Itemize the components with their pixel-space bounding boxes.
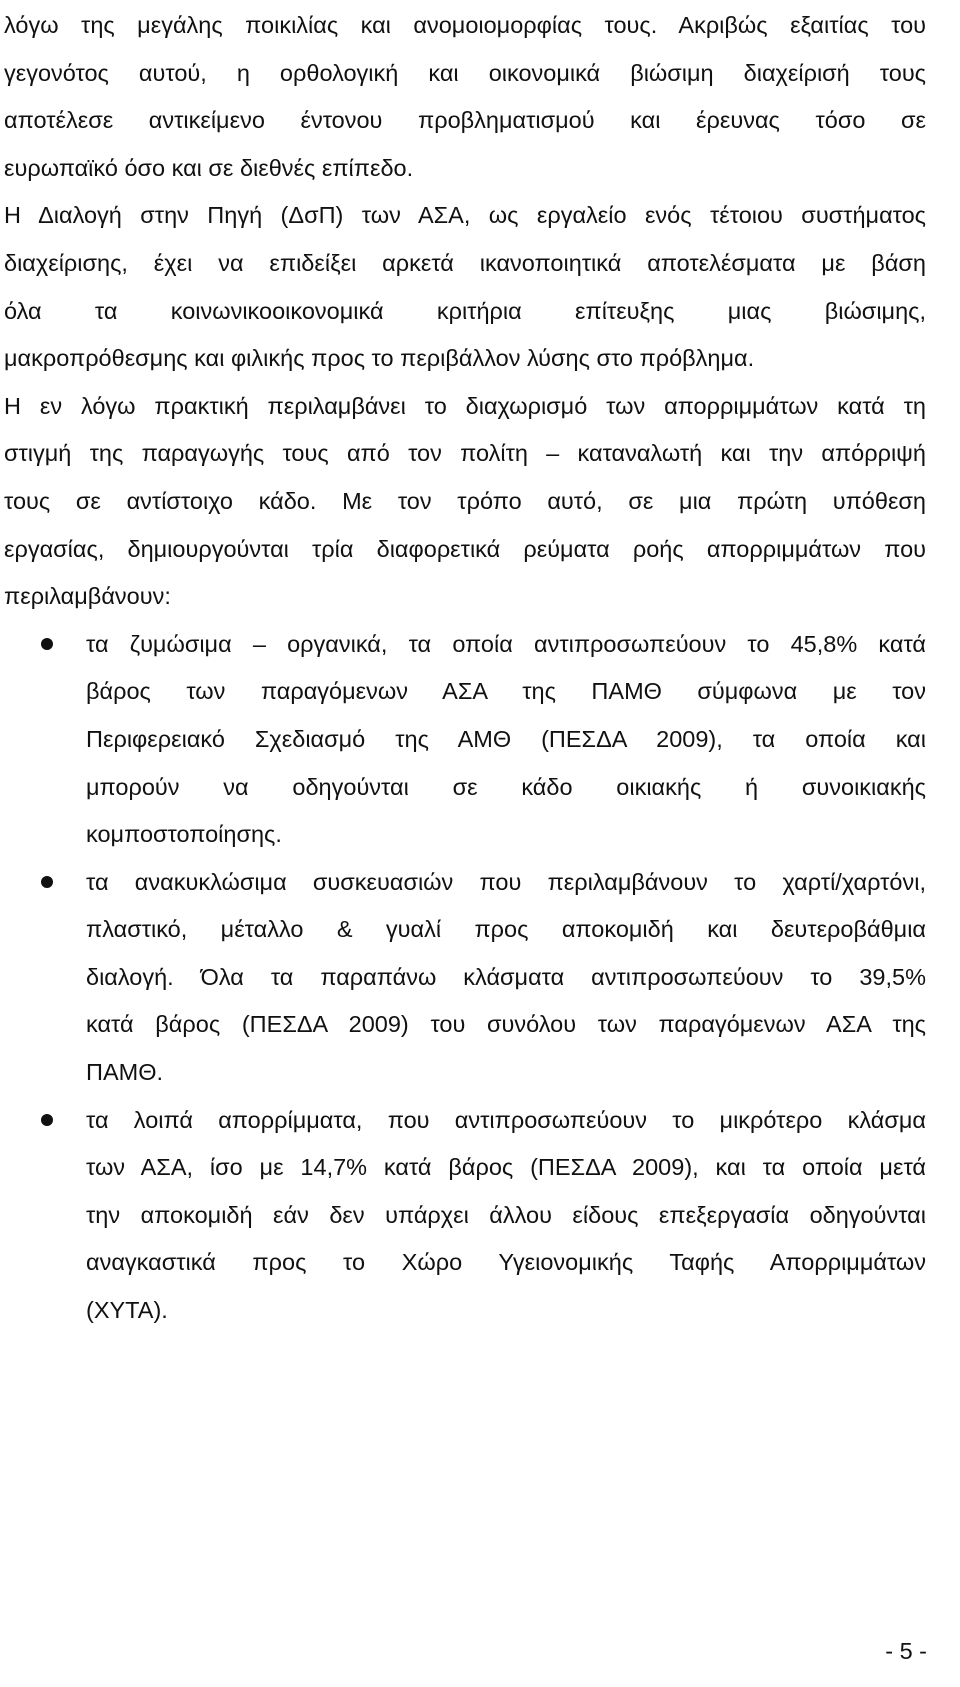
- text-line: Η Διαλογή στην Πηγή (ΔσΠ) των ΑΣΑ, ως εργαλείο ενός τέτοιου συστήματος: [4, 202, 926, 229]
- text-line: διαχείρισης, έχει να επιδείξει αρκετά ικανοποιητικά αποτελέσματα με βάση: [4, 249, 926, 276]
- bullet-dot-icon: [41, 1114, 53, 1126]
- document-page: [4, 2, 926, 1335]
- text-line: βάρος των παραγόμενων ΑΣΑ της ΠΑΜΘ σύμφωνα με τον: [86, 678, 926, 705]
- text-line: μακροπρόθεσμης και φιλικής προς το περιβάλλον λύσης στο πρόβλημα.: [4, 345, 755, 372]
- text-line: αποτέλεσε αντικείμενο έντονου προβληματισμού και έρευνας τόσο σε: [4, 107, 926, 134]
- bullet-dot-icon: [41, 876, 53, 888]
- bullet-dot-icon: [41, 638, 53, 650]
- page-number: - 5 -: [885, 1638, 927, 1664]
- text-line: την αποκομιδή εάν δεν υπάρχει άλλου είδους επεξεργασία οδηγούνται: [86, 1201, 926, 1228]
- text-line: περιλαμβάνουν:: [4, 583, 171, 610]
- text-line: πλαστικό, μέταλλο & γυαλί προς αποκομιδή και δευτεροβάθμια: [86, 916, 926, 943]
- text-line: τα ζυμώσιμα – οργανικά, τα οποία αντιπροσωπεύουν το 45,8% κατά: [86, 630, 926, 657]
- text-line: διαλογή. Όλα τα παραπάνω κλάσματα αντιπροσωπεύουν το 39,5%: [86, 963, 926, 990]
- text-line: κομποστοποίησης.: [86, 821, 282, 848]
- text-line: εργασίας, δημιουργούνται τρία διαφορετικά ρεύματα ροής απορριμμάτων που: [4, 535, 926, 562]
- text-line: ΠΑΜΘ.: [86, 1059, 164, 1086]
- list-item: [4, 621, 926, 859]
- text-line: (ΧΥΤΑ).: [86, 1297, 168, 1324]
- text-line: τα ανακυκλώσιμα συσκευασιών που περιλαμβάνουν το χαρτί/χαρτόνι,: [86, 868, 926, 895]
- text-line: Περιφερειακό Σχεδιασμό της ΑΜΘ (ΠΕΣΔΑ 2009), τα οποία και: [86, 725, 926, 752]
- text-line: γεγονότος αυτού, η ορθολογική και οικονομικά βιώσιμη διαχείρισή τους: [4, 59, 926, 86]
- text-line: τους σε αντίστοιχο κάδο. Με τον τρόπο αυτό, σε μια πρώτη υπόθεση: [4, 487, 926, 514]
- list-item: [4, 859, 926, 1097]
- bullet-list: [4, 621, 926, 1335]
- text-line: Η εν λόγω πρακτική περιλαμβάνει το διαχωρισμό των απορριμμάτων κατά τη: [4, 392, 926, 419]
- text-line: μπορούν να οδηγούνται σε κάδο οικιακής ή συνοικιακής: [86, 773, 926, 800]
- text-line: των ΑΣΑ, ίσο με 14,7% κατά βάρος (ΠΕΣΔΑ 2009), και τα οποία μετά: [86, 1154, 926, 1181]
- text-line: αναγκαστικά προς το Χώρο Υγειονομικής Ταφής Απορριμμάτων: [86, 1249, 926, 1276]
- text-line: λόγω της μεγάλης ποικιλίας και ανομοιομορφίας τους. Ακριβώς εξαιτίας του: [4, 12, 926, 38]
- text-line: τα λοιπά απορρίμματα, που αντιπροσωπεύουν το μικρότερο κλάσμα: [86, 1106, 926, 1133]
- text-line: κατά βάρος (ΠΕΣΔΑ 2009) του συνόλου των παραγόμενων ΑΣΑ της: [86, 1011, 926, 1038]
- text-line: όλα τα κοινωνικοοικονομικά κριτήρια επίτευξης μιας βιώσιμης,: [4, 297, 926, 324]
- body-paragraph: [4, 2, 926, 621]
- list-item: [4, 1097, 926, 1335]
- text-line: στιγμή της παραγωγής τους από τον πολίτη – καταναλωτή και την απόρριψή: [4, 440, 926, 467]
- text-line: ευρωπαϊκό όσο και σε διεθνές επίπεδο.: [4, 154, 414, 181]
